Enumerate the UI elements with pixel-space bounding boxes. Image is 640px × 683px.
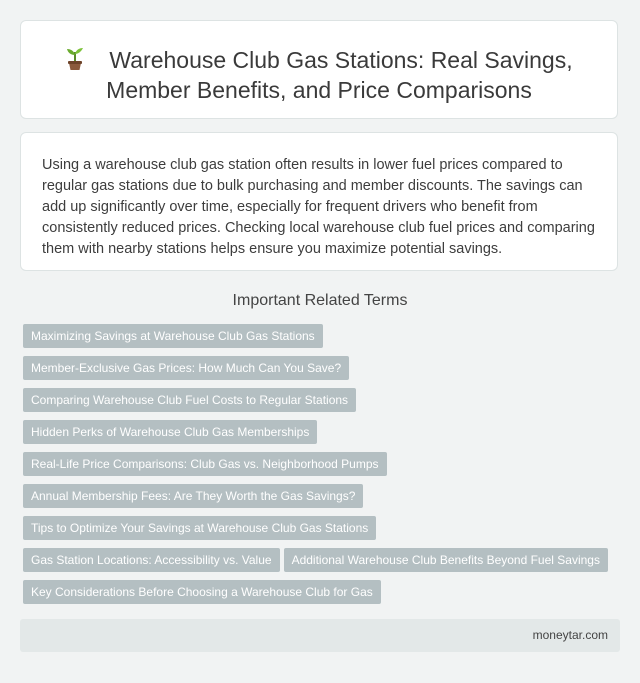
term-tag[interactable]: Real-Life Price Comparisons: Club Gas vs. Neighborhood Pumps: [23, 452, 387, 476]
term-tag[interactable]: Maximizing Savings at Warehouse Club Gas Stations: [23, 324, 323, 348]
footer: [20, 619, 620, 652]
intro-paragraph: Using a warehouse club gas station often results in lower fuel prices compared to regular gas stations due to bulk purchasing and member discounts. The savings can add up significantly over time, especially for frequent drivers who benefit from consistently reduced prices. Checking local warehouse club fuel prices and comparing them with nearby stations helps ensure you maximize potential savings.: [42, 157, 595, 257]
term-tag[interactable]: Annual Membership Fees: Are They Worth the Gas Savings?: [23, 484, 363, 508]
sprout-icon: [65, 47, 85, 71]
site-credit[interactable]: moneytar.com: [532, 628, 608, 642]
term-tag[interactable]: Comparing Warehouse Club Fuel Costs to Regular Stations: [23, 388, 356, 412]
related-terms-list: [23, 324, 623, 612]
page-title-line-1: [41, 45, 597, 75]
page-title-text-1: Warehouse Club Gas Stations: Real Savings,: [109, 47, 573, 73]
term-tag[interactable]: Additional Warehouse Club Benefits Beyond Fuel Savings: [284, 548, 608, 572]
term-tag[interactable]: Gas Station Locations: Accessibility vs. Value: [23, 548, 280, 572]
term-tag[interactable]: Hidden Perks of Warehouse Club Gas Memberships: [23, 420, 317, 444]
page-title-line-2: Member Benefits, and Price Comparisons: [106, 77, 532, 103]
term-tag[interactable]: Member-Exclusive Gas Prices: How Much Can You Save?: [23, 356, 349, 380]
term-tag[interactable]: Key Considerations Before Choosing a Warehouse Club for Gas: [23, 580, 381, 604]
intro-card: [20, 132, 618, 271]
term-tag[interactable]: Tips to Optimize Your Savings at Warehouse Club Gas Stations: [23, 516, 376, 540]
terms-heading: Important Related Terms: [232, 292, 408, 309]
title-card: [20, 20, 618, 119]
